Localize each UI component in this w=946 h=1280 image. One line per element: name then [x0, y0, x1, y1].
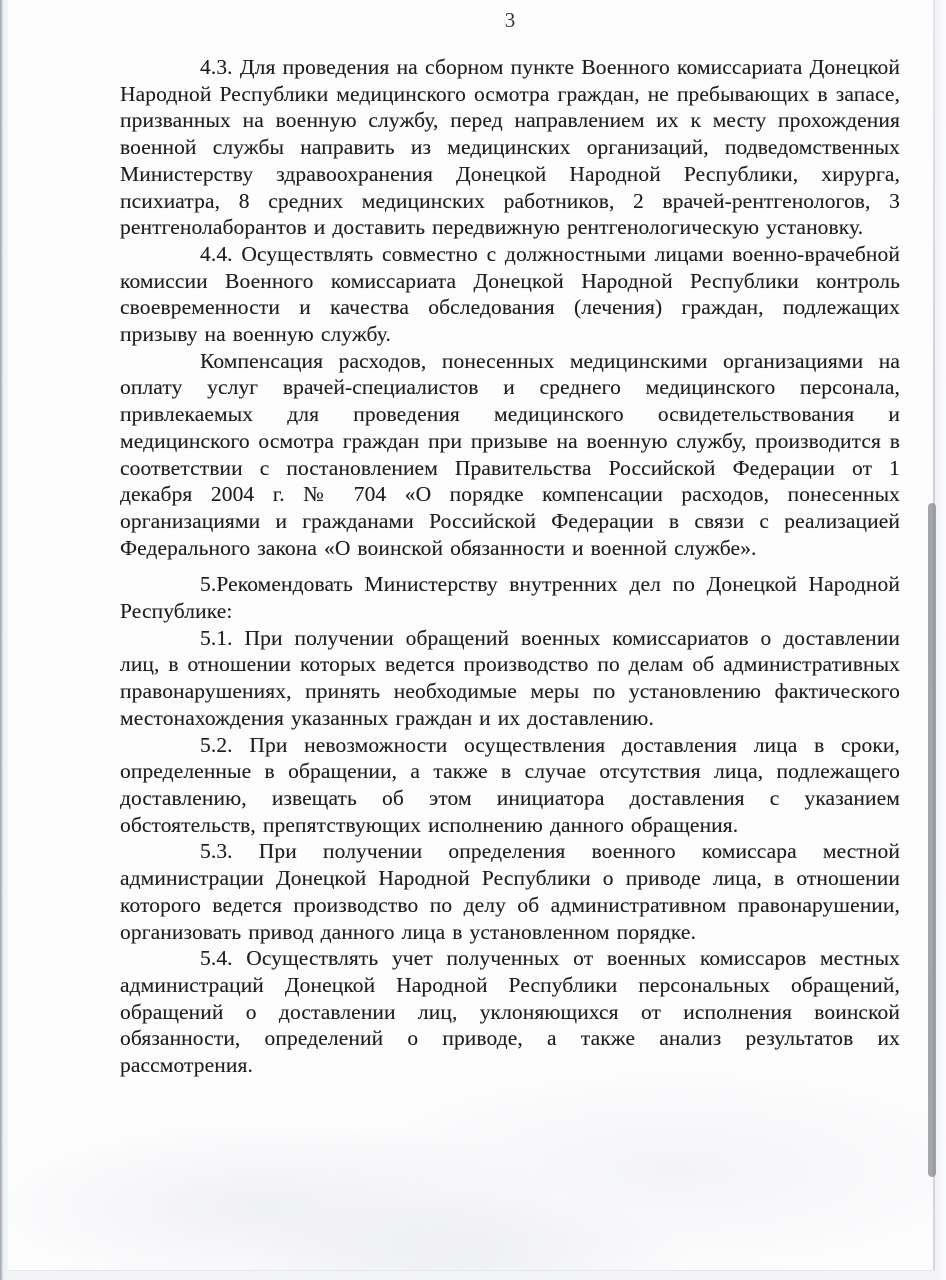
- page-bottom-edge: [8, 1270, 935, 1280]
- paragraph-5-1: 5.1. При получении обращений военных комиссариатов о доставлении лиц, в отношении которых ведется производство по делам об административных правонарушениях, принять необходимые меры по установлению фактического местонахождения указанных граждан и их доставлению.: [120, 625, 900, 730]
- scanned-page: [8, 0, 933, 1271]
- scrollbar-thumb[interactable]: [928, 503, 936, 1177]
- paragraph-4-3: 4.3. Для проведения на сборном пункте Военного комиссариата Донецкой Народной Республики медицинского осмотра граждан, не пребывающих в запасе, призванных на военную службу, перед направлением их к месту прохождения военной службы направить из медицинских организаций, подведомственных Министерству здравоохранения Донецкой Народной Республики, хирурга, психиатра, 8 средних медицинских работников, 2 врачей-рентгенологов, 3 рентгенолаборантов и доставить передвижную рентгенологическую установку.: [120, 55, 900, 240]
- page-number: 3: [504, 8, 516, 32]
- paragraph-4-4: 4.4. Осуществлять совместно с должностными лицами военно-врачебной комиссии Военного комиссариата Донецкой Народной Республики контроль своевременности и качества обследования (лечения) граждан, подлежащих призыву на военную службу.: [120, 241, 900, 347]
- paragraph-5-3: 5.3. При получении определения военного комиссара местной администрации Донецкой Народной Республики о приводе лица, в отношении которого ведется производство по делу об административном правонарушении, организовать привод данного лица в установленном порядке.: [120, 839, 900, 944]
- paragraph-compensation: Компенсация расходов, понесенных медицинскими организациями на оплату услуг врачей-специалистов и среднего медицинского персонала, привлекаемых для проведения медицинского освидетельствования и медицинского осмотра граждан при призыве на военную службу, производится в соответствии с постановлением Правительства Российской Федерации от 1 декабря 2004 г. № 704 «О порядке компенсации расходов, понесенных организациями и гражданами Российской Федерации в связи с реализацией Федерального закона «О воинской обязанности и военной службе».: [120, 348, 900, 560]
- paragraph-5-2: 5.2. При невозможности осуществления доставления лица в сроки, определенные в обращении, а также в случае отсутствия лица, подлежащего доставлению, извещать об этом инициатора доставления с указанием обстоятельств, препятствующих исполнению данного обращения.: [120, 732, 900, 837]
- paragraph-5: 5.Рекомендовать Министерству внутренних дел по Донецкой Народной Республике:: [120, 572, 900, 624]
- paragraph-5-4: 5.4. Осуществлять учет полученных от военных комиссаров местных администраций Донецкой Народной Республики персональных обращений, обращений о доставлении лиц, уклоняющихся от исполнения воинской обязанности, определений о приводе, а также анализ результатов их рассмотрения.: [120, 946, 900, 1078]
- page-content: [120, 8, 900, 1079]
- page-left-edge: [0, 0, 8, 1280]
- viewer-right-gutter: [935, 0, 946, 1280]
